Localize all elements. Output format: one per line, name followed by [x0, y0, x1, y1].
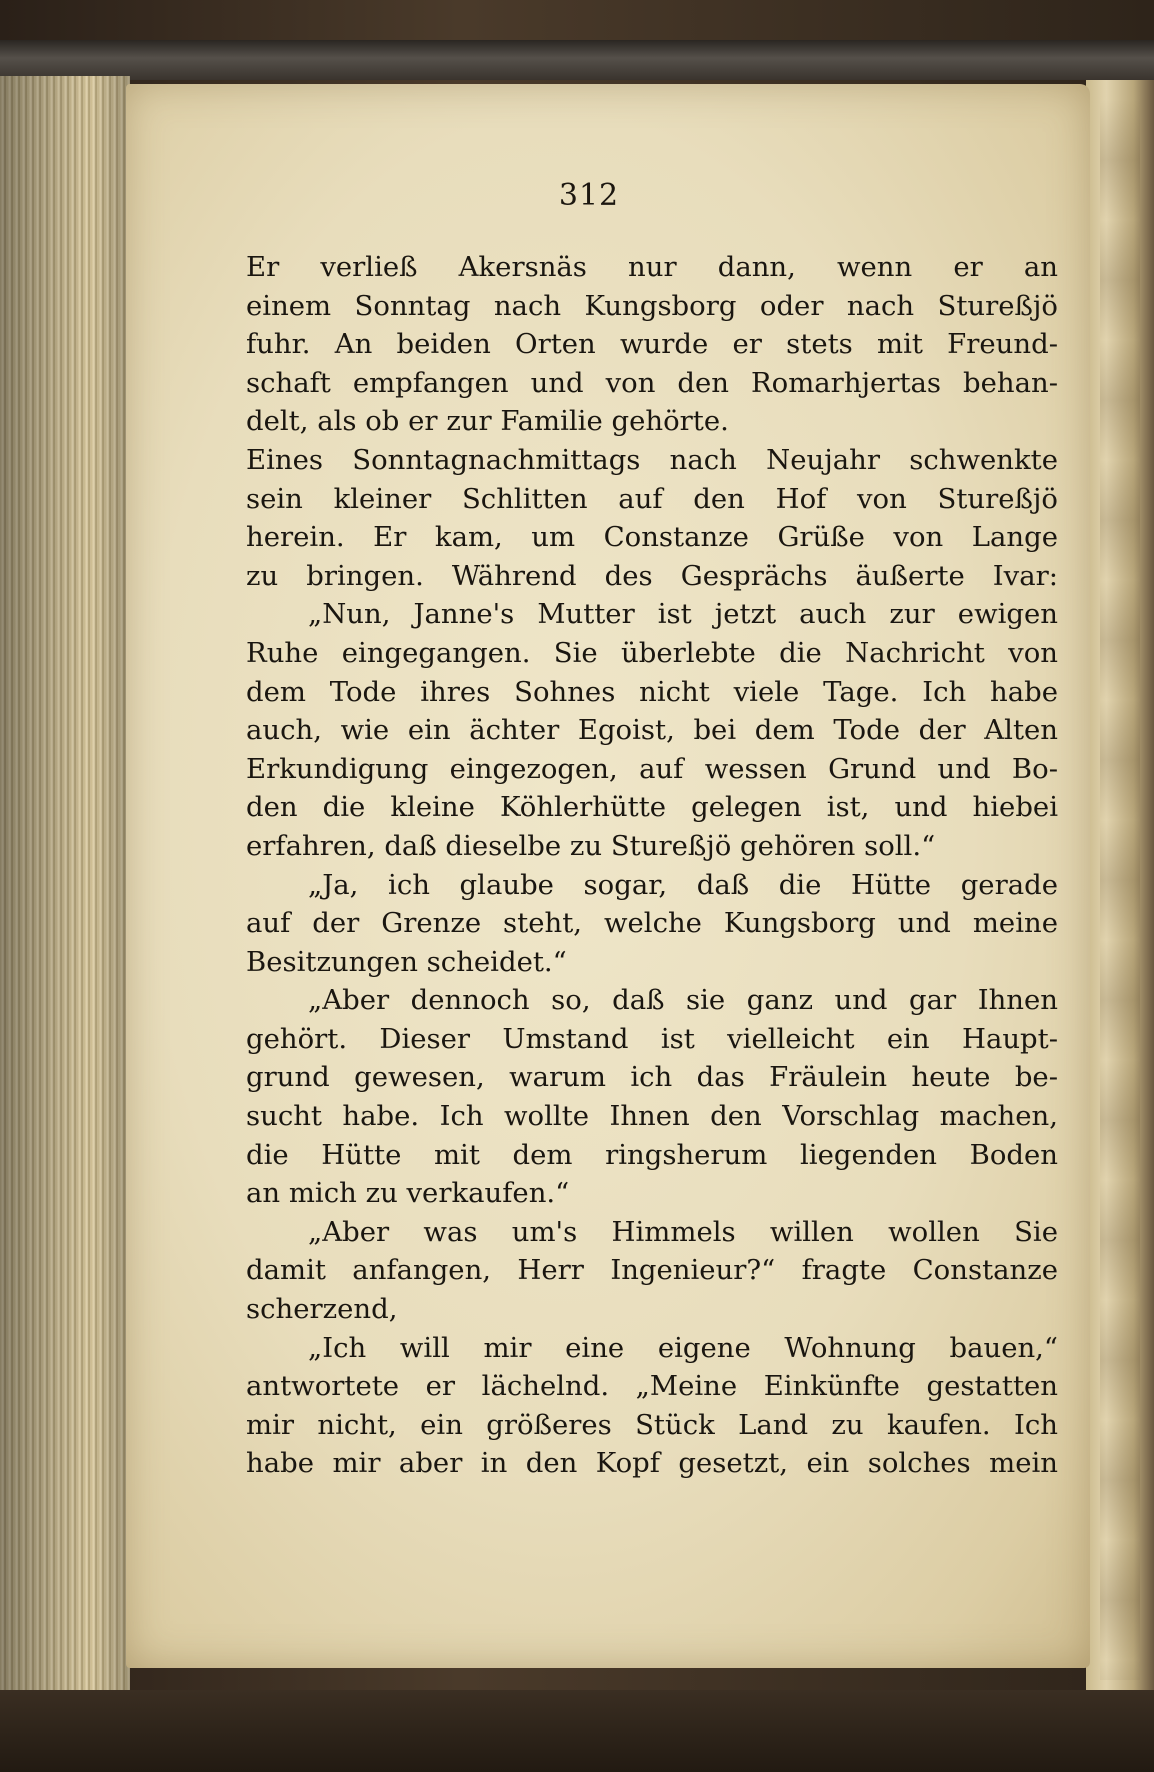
- text-line: die Hütte mit dem ringsherum liegenden Boden: [246, 1138, 1058, 1171]
- text-line: „Nun, Janne's Mutter ist jetzt auch zur ewigen: [308, 598, 1058, 631]
- text-line: gehört. Dieser Umstand ist vielleicht ein Haupt-: [246, 1022, 1058, 1055]
- text-line: auf der Grenze steht, welche Kungsborg und meine: [246, 907, 1058, 940]
- page-text-body: [246, 248, 1058, 1483]
- text-line: zu bringen. Während des Gesprächs äußerte Ivar:: [246, 559, 1058, 592]
- text-line: Eines Sonntagnachmittags nach Neujahr schwenkte: [246, 443, 1058, 476]
- page-number: 312: [558, 178, 620, 213]
- text-line: auch, wie ein ächter Egoist, bei dem Tode der Alten: [246, 714, 1058, 747]
- text-line: dem Tode ihres Sohnes nicht viele Tage. Ich habe: [246, 675, 1058, 708]
- page-edge-stain: [1100, 100, 1140, 1680]
- text-line: Ruhe eingegangen. Sie überlebte die Nachricht von: [246, 636, 1058, 669]
- book-bottom-edge: [0, 1690, 1154, 1772]
- text-line: den die kleine Köhlerhütte gelegen ist, und hiebei: [246, 791, 1058, 824]
- text-line: einem Sonntag nach Kungsborg oder nach Stureßjö: [246, 289, 1058, 322]
- text-line: scherzend,: [246, 1293, 398, 1326]
- text-line: mir nicht, ein größeres Stück Land zu kaufen. Ich: [246, 1408, 1058, 1441]
- text-line: Besitzungen scheidet.“: [246, 945, 567, 978]
- text-line: erfahren, daß dieselbe zu Stureßjö gehören soll.“: [246, 829, 936, 862]
- text-line: „Ja, ich glaube sogar, daß die Hütte gerade: [308, 868, 1058, 901]
- text-line: herein. Er kam, um Constanze Grüße von Lange: [246, 521, 1058, 554]
- text-line: an mich zu verkaufen.“: [246, 1177, 570, 1210]
- book-top-edge: [0, 40, 1154, 80]
- page-stack-shadow: [0, 76, 130, 1736]
- text-line: sein kleiner Schlitten auf den Hof von Stureßjö: [246, 482, 1058, 515]
- text-line: schaft empfangen und von den Romarhjertas behan-: [246, 366, 1058, 399]
- text-line: grund gewesen, warum ich das Fräulein heute be-: [246, 1061, 1058, 1094]
- text-line: antwortete er lächelnd. „Meine Einkünfte gestatten: [246, 1370, 1058, 1403]
- text-line: Er verließ Akersnäs nur dann, wenn er an: [246, 251, 1058, 283]
- text-line: fuhr. An beiden Orten wurde er stets mit Freund-: [246, 328, 1058, 361]
- text-line: „Aber dennoch so, daß sie ganz und gar Ihnen: [308, 984, 1058, 1017]
- text-line: „Ich will mir eine eigene Wohnung bauen,“: [308, 1331, 1058, 1364]
- text-line: delt, als ob er zur Familie gehörte.: [246, 405, 729, 438]
- text-line: habe mir aber in den Kopf gesetzt, ein solches mein: [246, 1447, 1058, 1480]
- text-line: Erkundigung eingezogen, auf wessen Grund und Bo-: [246, 752, 1058, 785]
- text-line: damit anfangen, Herr Ingenieur?“ fragte Constanze: [246, 1254, 1058, 1287]
- text-line: sucht habe. Ich wollte Ihnen den Vorschlag machen,: [246, 1100, 1058, 1133]
- text-line: „Aber was um's Himmels willen wollen Sie: [308, 1215, 1058, 1248]
